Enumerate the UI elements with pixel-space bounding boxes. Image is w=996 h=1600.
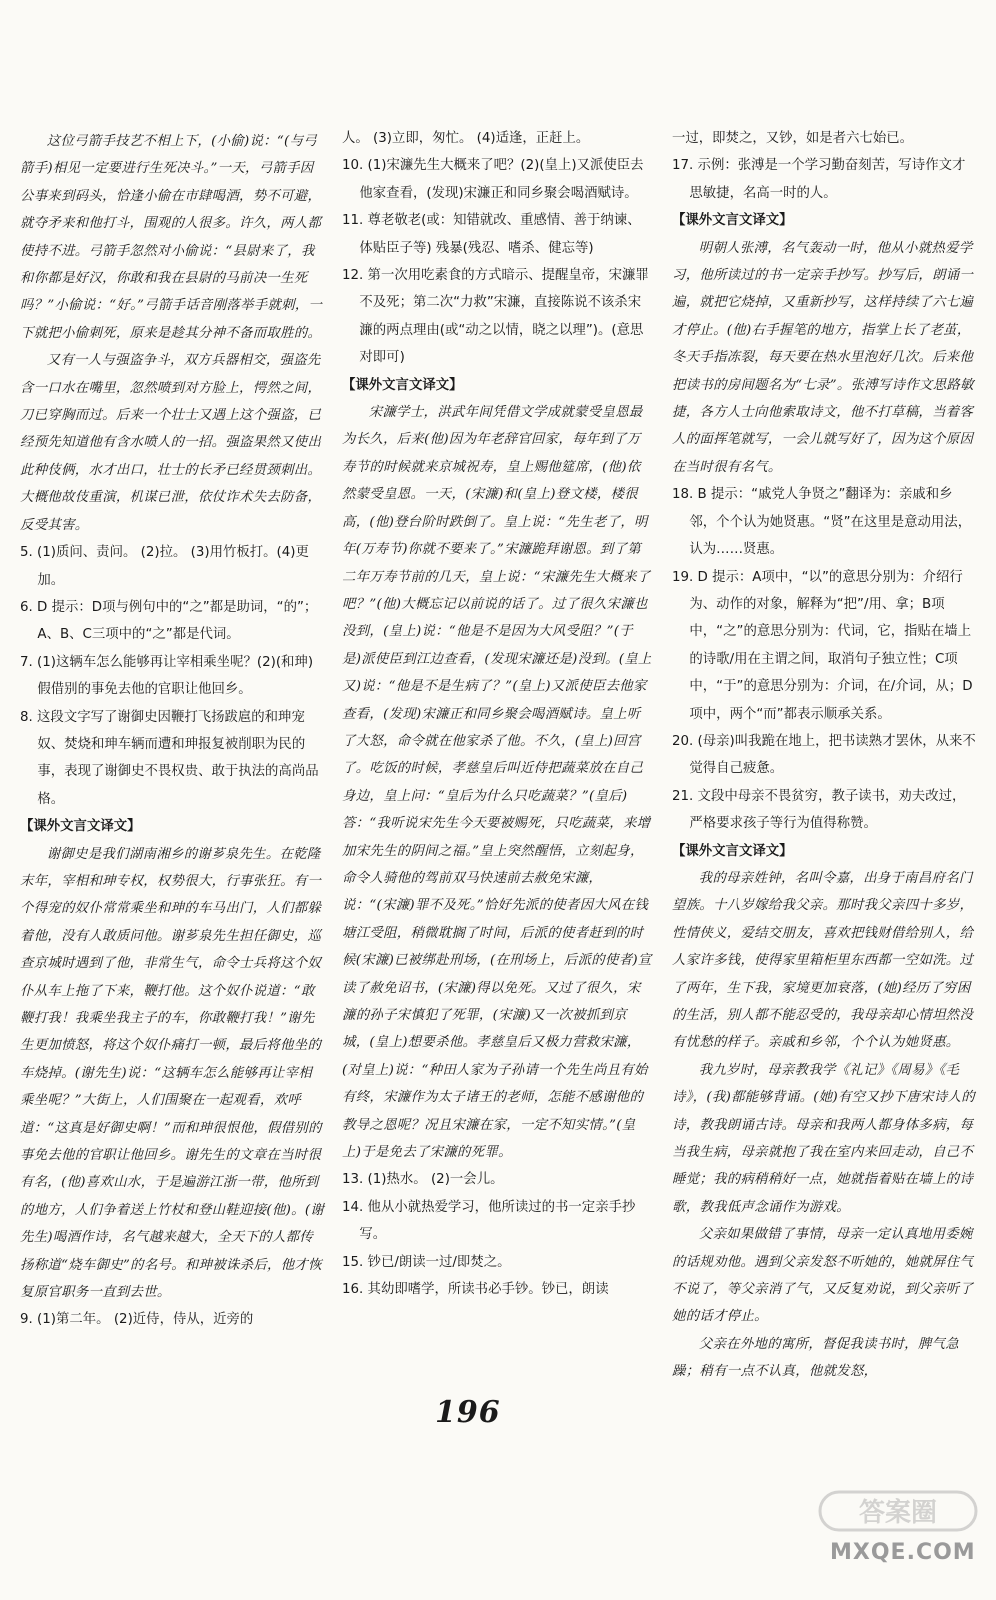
answer-14: 14. 他从小就热爱学习，他所读过的书一定亲手抄写。 xyxy=(342,1199,636,1243)
translation-paragraph: 我的母亲姓钟，名叫令嘉，出身于南昌府名门望族。十八岁嫁给我父亲。那时我父亲四十多岁，性情侠义，爱结交朋友，喜欢把钱财借给别人，给人家许多钱，使得家里箱柜里东西都一空如洗。过了两年，生下我，家境更加衰落，(她)经历了穷困的生活，别人都不能忍受的，我母亲却心情坦然没有忧愁的样子。亲戚和乡邻，个个认为她贤惠。 xyxy=(672,870,974,1051)
watermark-logo xyxy=(818,1488,978,1534)
answer-12: 12. 第一次用吃素食的方式暗示、提醒皇帝，宋濂罪不及死；第二次“力救”宋濂，直接陈说不该杀宋濂的两点理由(或“动之以情，晓之以理”)。(意思对即可) xyxy=(342,268,649,366)
column-middle xyxy=(342,125,652,1303)
answer-5: 5. (1)质问、责问。 (2)拉。 (3)用竹板打。(4)更加。 xyxy=(20,545,309,588)
answer-19: 19. D 提示：A项中，“以”的意思分别为：介绍行为、动作的对象，解释为“把”/用、拿；B项中，“之”的意思分别为：代词，它，指贴在墙上的诗歌/用在主谓之间，取消句子独立性；C项中，“于”的意思分别为：介词，在/介词，从；D项中，两个“而”都表示顺承关系。 xyxy=(672,569,973,722)
page-number: 196 xyxy=(435,1395,501,1430)
answer-continuation: 一过，即焚之，又钞，如是者六七始已。 xyxy=(672,131,914,146)
section-heading: 【课外文言文译文】 xyxy=(672,213,793,229)
translation-paragraph: 谢御史是我们湖南湘乡的谢芗泉先生。在乾隆末年，宰相和珅专权，权势很大，行事张狂。有一个得宠的奴仆常常乘坐和珅的车马出门，人们都躲着他，没有人敢质问他。谢芗泉先生担任御史，巡查京城时遇到了他，非常生气，命令士兵将这个奴仆从车上拖了下来，鞭打他。这个奴仆说道：“敢鞭打我！我乘坐我主子的车，你敢鞭打我！”谢先生更加愤怒，将这个奴仆痛打一顿，最后将他坐的车烧掉。(谢先生)说：“这辆车怎么能够再让宰相乘坐呢？”大街上，人们围聚在一起观看，欢呼道：“这真是好御史啊！”而和珅很恨他，假借别的事免去他的官职让他回乡。谢先生的文章在当时很有名，(他)喜欢山水，于是遍游江浙一带，他所到的地方，人们争着送上竹杖和登山鞋迎接(他)。(谢先生)喝酒作诗，名气越来越大，全天下的人都传扬称道“烧车御史”的名号。和珅被诛杀后，他才恢复原官职务一直到去世。 xyxy=(20,846,325,1301)
answer-6: 6. D 提示：D项与例句中的“之”都是助词，“的”；A、B、C三项中的“之”都是代词。 xyxy=(20,599,318,643)
section-heading: 【课外文言文译文】 xyxy=(342,377,463,393)
translation-paragraph: 父亲在外地的寓所，督促我读书时，脾气急躁；稍有一点不认真，他就发怒， xyxy=(672,1336,959,1380)
answer-16: 16. 其幼即嗜学，所读书必手钞。钞已，朗读 xyxy=(342,1282,609,1298)
column-right xyxy=(672,125,977,1386)
watermark-logo-text: 答案圈 xyxy=(858,1498,938,1528)
translation-paragraph: 又有一人与强盗争斗，双方兵器相交，强盗先含一口水在嘴里，忽然喷到对方脸上，愕然之间，刀已穿胸而过。后来一个壮士又遇上这个强盗，已经预先知道他有含水喷人的一招。强盗果然又使出此种伎俩，水才出口，壮士的长矛已经贯颈刺出。大概他故伎重演，机谋已泄，依仗诈术失去防备，反受其害。 xyxy=(20,353,322,533)
answer-8: 8. 这段文字写了谢御史因鞭打飞扬跋扈的和珅宠奴、焚烧和珅车辆而遭和珅报复被削职为民的事，表现了谢御史不畏权贵、敢于执法的高尚品格。 xyxy=(20,709,319,807)
section-heading: 【课外文言文译文】 xyxy=(672,843,793,859)
answer-9: 9. (1)第二年。 (2)近侍，侍从，近旁的 xyxy=(20,1312,254,1328)
answer-18: 18. B 提示：“戚党人争贤之”翻译为：亲戚和乡邻，个个认为她贤惠。“贤”在这里是意动用法，认为……贤惠。 xyxy=(672,487,972,558)
column-left xyxy=(20,128,325,1334)
translation-paragraph: 这位弓箭手技艺不相上下，(小偷)说：“(与弓箭手)相见一定要进行生死决斗。”一天，弓箭手因公事来到码头，恰逢小偷在市肆喝酒，势不可避，就夺矛来和他打斗，围观的人很多。许久，两人都使持不进。弓箭手忽然对小偷说：“县尉来了，我和你都是好汉，你敢和我在县尉的马前决一生死吗？”小偷说：“好。”弓箭手话音刚落举手就刺，一下就把小偷刺死，原来是趁其分神不备而取胜的。 xyxy=(20,134,323,341)
answer-15: 15. 钞已/朗读一过/即焚之。 xyxy=(342,1254,511,1270)
translation-paragraph: 我九岁时，母亲教我学《礼记》《周易》《毛诗》，(我)都能够背诵。(她)有空又抄下唐宋诗人的诗，教我朗诵古诗。母亲和我两人都身体多病，每当我生病，母亲就抱了我在室内来回走动，自己不睡觉；我的病稍稍好一点，她就指着贴在墙上的诗歌，教我低声念诵作为游戏。 xyxy=(672,1062,975,1215)
answer-continuation: 人。 (3)立即，匆忙。 (4)适逢，正赶上。 xyxy=(342,131,590,146)
answer-10: 10. (1)宋濂先生大概来了吧？(2)(皇上)又派使臣去他家查看，(发现)宋濂正和同乡聚会喝酒赋诗。 xyxy=(342,158,644,201)
answer-11: 11. 尊老敬老(或：知错就改、重感情、善于纳谏、体贴臣子等) 残暴(残忍、嗜杀、健忘等) xyxy=(342,213,641,256)
watermark-url: MXQE.COM xyxy=(830,1540,976,1565)
translation-paragraph: 宋濂学士，洪武年间凭借文学成就蒙受皇恩最为长久，后来(他)因为年老辞官回家，每年到了万寿节的时候就来京城祝寿，皇上赐他筵席，(他)依然蒙受皇恩。一天，(宋濂)和(皇上)登文楼，楼很高，(他)登台阶时跌倒了。皇上说：“先生老了，明年(万寿节)你就不要来了。”宋濂跪拜谢恩。到了第二年万寿节前的几天，皇上说：“宋濂先生大概来了吧？”(他)大概忘记以前说的话了。过了很久宋濂也没到，(皇上)说：“他是不是因为大风受阻？”(于是)派使臣到江边查看，(发现宋濂还是)没到。(皇上又)说：“他是不是生病了？”(皇上)又派使臣去他家查看，(发现)宋濂正和同乡聚会喝酒赋诗。皇上听了大怒，命令就在他家杀了他。不久，(皇上)回宫了。吃饭的时候，孝慈皇后叫近侍把蔬菜放在自己身边，皇上问：“皇后为什么只吃蔬菜？”(皇后)答：“我听说宋先生今天要被赐死，只吃蔬菜，来增加宋先生的阴间之福。”皇上突然醒悟，立刻起身，命令人骑他的驾前双马快速前去赦免宋濂，说：“(宋濂)罪不及死。”恰好先派的使者因大风在钱塘江受阻，稍微耽搁了时间，后派的使者赶到的时候(宋濂)已被绑赴刑场，(在刑场上，后派的使者)宣读了赦免诏书，(宋濂)得以免死。又过了很久，宋濂的孙子宋慎犯了死罪，(宋濂)又一次被抓到京城，(皇上)想要杀他。孝慈皇后又极力营救宋濂，(对皇上)说：“种田人家为子孙请一个先生尚且有始有终，宋濂作为太子诸王的老师，怎能不感谢他的教导之恩呢？况且宋濂在家，一定不知实情。”(皇上)于是免去了宋濂的死罪。 xyxy=(342,405,652,1161)
answer-13: 13. (1)热水。 (2)一会儿。 xyxy=(342,1172,504,1188)
translation-paragraph: 父亲如果做错了事情，母亲一定认真地用委婉的话规劝他。遇到父亲发怒不听她的，她就屏住气不说了，等父亲消了气，又反复劝说，到父亲听了她的话才停止。 xyxy=(672,1227,974,1325)
answer-20: 20. (母亲)叫我跪在地上，把书读熟才罢休，从来不觉得自己疲惫。 xyxy=(672,733,976,777)
answer-21: 21. 文段中母亲不畏贫穷，教子读书，劝夫改过，严格要求孩子等行为值得称赞。 xyxy=(672,788,966,832)
section-heading: 【课外文言文译文】 xyxy=(20,819,141,835)
translation-paragraph: 明朝人张溥，名气轰动一时，他从小就热爱学习，他所读过的书一定亲手抄写。抄写后，朗诵一遍，就把它烧掉，又重新抄写，这样持续了六七遍才停止。(他)右手握笔的地方，指掌上长了老茧，冬天手指冻裂，每天要在热水里泡好几次。后来他把读书的房间题名为“七录”。张溥写诗作文思路敏捷，各方人士向他索取诗文，他不打草稿，当着客人的面挥笔就写，一会儿就写好了，因为这个原因在当时很有名气。 xyxy=(672,240,974,475)
answer-17: 17. 示例：张溥是一个学习勤奋刻苦，写诗作文才思敏捷，名高一时的人。 xyxy=(672,158,966,201)
answer-7: 7. (1)这辆车怎么能够再让宰相乘坐呢？(2)(和珅)假借别的事免去他的官职让他回乡。 xyxy=(20,654,314,698)
